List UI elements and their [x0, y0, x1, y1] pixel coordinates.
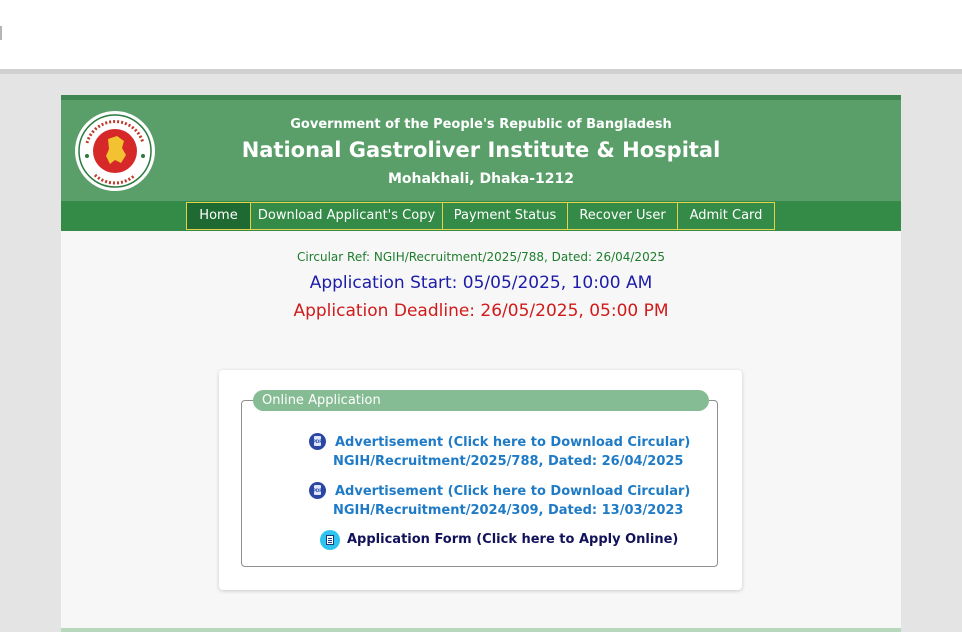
circular-link-title[interactable]: Advertisement (Click here to Download Circular) — [335, 435, 691, 450]
nav-admit-card[interactable]: Admit Card — [677, 202, 775, 230]
footer-strip — [61, 628, 901, 632]
form-icon — [320, 530, 340, 550]
institute-name: National Gastroliver Institute & Hospital — [241, 138, 721, 162]
circular-link-2025[interactable] — [309, 433, 690, 471]
nav-payment-status[interactable]: Payment Status — [442, 202, 568, 230]
site-header — [61, 95, 901, 201]
circular-link-text[interactable] — [335, 433, 690, 471]
apply-online-label[interactable]: Application Form (Click here to Apply Online) — [347, 532, 679, 547]
pdf-icon: PDF — [309, 482, 326, 499]
top-edge-mark — [0, 26, 2, 40]
circular-link-2024[interactable] — [309, 482, 690, 520]
main-navbar — [61, 201, 901, 231]
circular-reference: Circular Ref: NGIH/Recruitment/2025/788, Dated: 26/04/2025 — [297, 250, 665, 264]
page-container — [61, 95, 901, 632]
online-application-card — [219, 370, 742, 590]
circular-link-title[interactable]: Advertisement (Click here to Download Circular) — [335, 484, 691, 499]
institute-address: Mohakhali, Dhaka-1212 — [387, 171, 575, 187]
nav-home[interactable]: Home — [186, 202, 251, 230]
online-application-legend: Online Application — [253, 390, 709, 411]
top-divider — [0, 70, 962, 74]
pdf-icon: PDF — [309, 433, 326, 450]
application-start: Application Start: 05/05/2025, 10:00 AM — [309, 273, 653, 293]
nav-recover-user[interactable]: Recover User — [567, 202, 678, 230]
government-line: Government of the People's Republic of Bangladesh — [290, 117, 672, 132]
apply-online-link[interactable] — [320, 530, 678, 550]
circular-link-ref[interactable]: NGIH/Recruitment/2025/788, Dated: 26/04/2025 — [333, 454, 684, 469]
circular-link-ref[interactable]: NGIH/Recruitment/2024/309, Dated: 13/03/2023 — [333, 503, 684, 518]
circular-link-text[interactable] — [335, 482, 690, 520]
nav-download-applicants-copy[interactable]: Download Applicant's Copy — [250, 202, 443, 230]
application-deadline: Application Deadline: 26/05/2025, 05:00 PM — [293, 301, 669, 321]
browser-top-area — [0, 0, 962, 70]
